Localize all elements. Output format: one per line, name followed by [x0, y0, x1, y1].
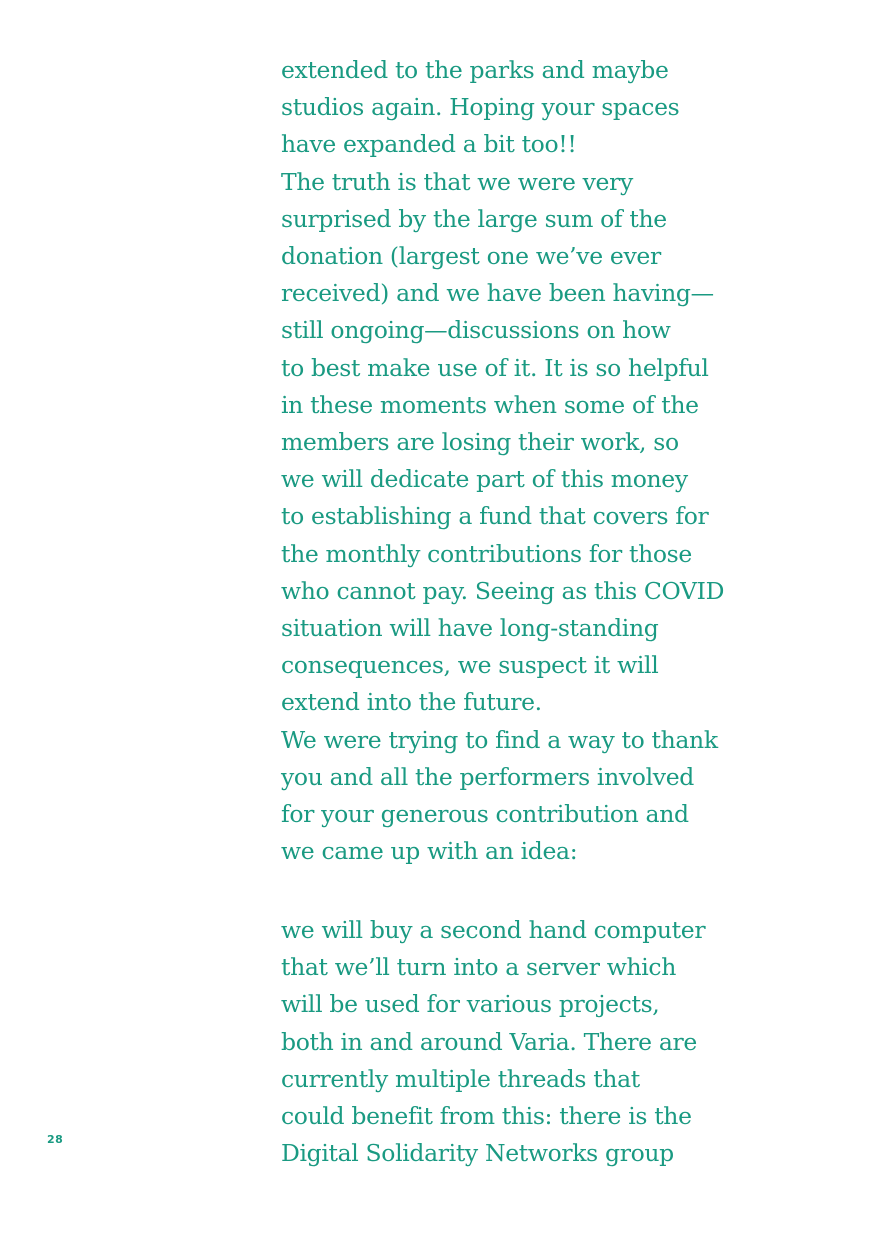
- body-text-block-1: [281, 52, 751, 870]
- text-line: extended to the parks and maybe: [281, 56, 669, 84]
- text-line: we came up with an idea:: [281, 837, 578, 866]
- text-line: We were trying to find a way to thank: [281, 725, 718, 754]
- text-line: who cannot pay. Seeing as this COVID: [281, 576, 725, 605]
- text-line: Digital Solidarity Networks group: [281, 1139, 674, 1168]
- text-line: we will buy a second hand computer: [281, 916, 706, 944]
- page-number: 28: [47, 1133, 64, 1146]
- text-line: to best make use of it. It is so helpful: [281, 353, 709, 382]
- body-text-block-2: [281, 912, 751, 1172]
- text-line: to establishing a fund that covers for: [281, 502, 709, 531]
- text-line: will be used for various projects,: [281, 990, 660, 1019]
- text-line: studios again. Hoping your spaces: [281, 93, 680, 122]
- text-line: for your generous contribution and: [281, 800, 689, 829]
- text-line: the monthly contributions for those: [281, 539, 692, 568]
- text-line: have expanded a bit too!!: [281, 130, 577, 159]
- text-line: The truth is that we were very: [281, 167, 633, 196]
- text-line: members are losing their work, so: [281, 428, 679, 457]
- text-line: in these moments when some of the: [281, 390, 699, 419]
- text-line: donation (largest one we’ve ever: [281, 242, 661, 271]
- text-line: currently multiple threads that: [281, 1064, 640, 1093]
- text-line: consequences, we suspect it will: [281, 651, 659, 680]
- text-line: still ongoing—discussions on how: [281, 316, 671, 345]
- text-line: we will dedicate part of this money: [281, 465, 688, 494]
- text-line: extend into the future.: [281, 688, 542, 717]
- text-line: both in and around Varia. There are: [281, 1027, 697, 1056]
- text-line: situation will have long-standing: [281, 614, 659, 643]
- text-line: could benefit from this: there is the: [281, 1102, 692, 1131]
- text-line: received) and we have been having—: [281, 279, 714, 308]
- text-line: that we’ll turn into a server which: [281, 953, 677, 982]
- text-line: you and all the performers involved: [281, 762, 694, 791]
- text-line: surprised by the large sum of the: [281, 204, 667, 233]
